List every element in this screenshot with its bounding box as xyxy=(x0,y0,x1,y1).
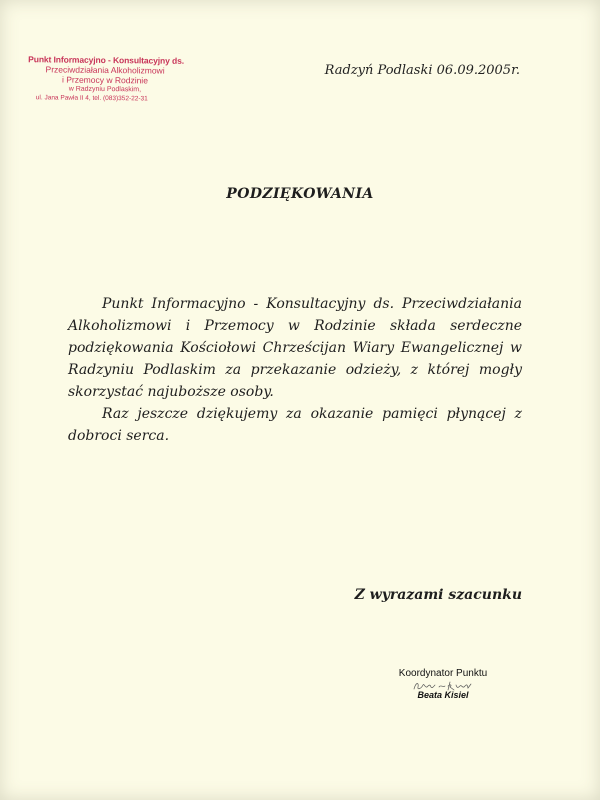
closing-phrase: Z wyrazami szacunku xyxy=(354,587,522,603)
organization-stamp xyxy=(28,54,185,104)
letter-title: PODZIĘKOWANIA xyxy=(226,186,374,202)
stamp-line-1: Punkt Informacyjno - Konsultacyjny ds. xyxy=(28,54,185,66)
stamp-line-4: w Radzyniu Podlaskim, xyxy=(68,85,142,94)
stamp-line-2: Przeciwdziałania Alkoholizmowi xyxy=(45,64,165,76)
letter-date: Radzyń Podlaski 06.09.2005r. xyxy=(324,63,520,78)
stamp-line-3: i Przemocy w Rodzinie xyxy=(61,74,149,86)
body-paragraph-1: Punkt Informacyjno - Konsultacyjny ds. Przeciwdziałania Alkoholizmowi i Przemocy w Rodzinie składa serdeczne podziękowania Kościołowi Chrześcijan Wiary Ewangelicznej w Radzyniu Podlaskim za przekazanie odzieży, z której mogły skorzystać najuboższe osoby. xyxy=(68,296,522,400)
signatory-role: Koordynator Punktu xyxy=(398,668,488,679)
signature-block xyxy=(388,668,498,701)
signatory-name: Beata Kisiel xyxy=(417,690,469,700)
letter-body xyxy=(68,293,522,447)
stamp-line-5: ul. Jana Pawła II 4, tel. (083)352-22-31 xyxy=(35,94,148,103)
body-paragraph-2: Raz jeszcze dziękujemy za okazanie pamięci płynącej z dobroci serca. xyxy=(68,406,522,444)
